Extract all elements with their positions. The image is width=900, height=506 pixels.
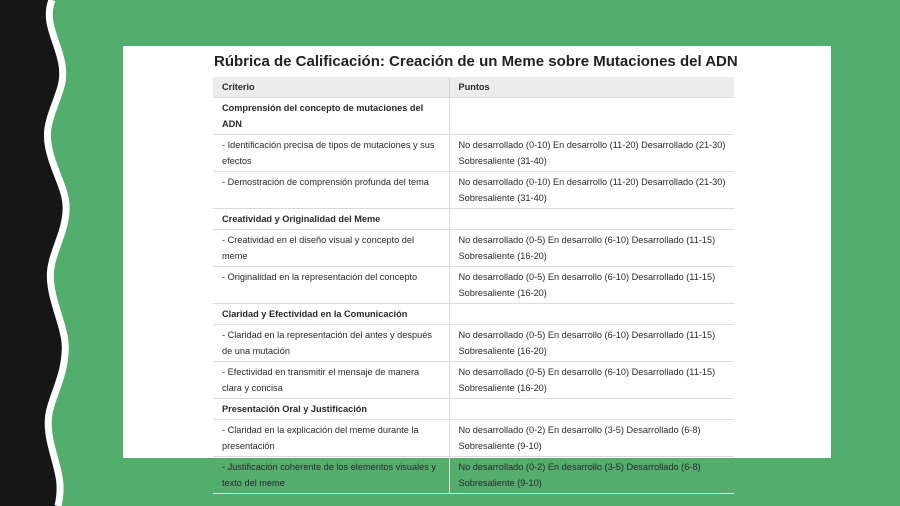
table-row (213, 98, 734, 135)
puntos-cell (449, 98, 734, 135)
criterio-cell: Creatividad y Originalidad del Meme (213, 209, 449, 230)
criterio-cell: - Demostración de comprensión profunda del tema (213, 172, 449, 209)
table-row (213, 230, 734, 267)
rubric-document (123, 46, 831, 488)
puntos-cell (449, 304, 734, 325)
dark-wavy-border (0, 0, 80, 506)
criterio-cell: Comprensión del concepto de mutaciones del ADN (213, 98, 449, 135)
table-row (213, 209, 734, 230)
document-title: Rúbrica de Calificación: Creación de un Meme sobre Mutaciones del ADN (214, 53, 738, 70)
criterio-cell: - Efectividad en transmitir el mensaje de manera clara y concisa (213, 362, 449, 399)
criterio-cell: - Claridad en la explicación del meme durante la presentación (213, 420, 449, 457)
puntos-cell (449, 209, 734, 230)
puntos-cell: No desarrollado (0-10) En desarrollo (11-20) Desarrollado (21-30) Sobresaliente (31-40) (449, 172, 734, 209)
criterio-cell: - Justificación coherente de los elementos visuales y texto del meme (213, 457, 449, 494)
table-row (213, 399, 734, 420)
table-row (213, 420, 734, 457)
puntos-cell: No desarrollado (0-10) En desarrollo (11-20) Desarrollado (21-30) Sobresaliente (31-40) (449, 135, 734, 172)
puntos-cell: No desarrollado (0-5) En desarrollo (6-10) Desarrollado (11-15) Sobresaliente (16-20) (449, 267, 734, 304)
table-row (213, 362, 734, 399)
criterio-cell: Presentación Oral y Justificación (213, 399, 449, 420)
header-puntos: Puntos (449, 77, 734, 98)
table-row (213, 267, 734, 304)
puntos-cell: No desarrollado (0-2) En desarrollo (3-5) Desarrollado (6-8) Sobresaliente (9-10) (449, 420, 734, 457)
table-header-row (213, 77, 734, 98)
criterio-cell: Claridad y Efectividad en la Comunicación (213, 304, 449, 325)
table-row (213, 325, 734, 362)
table-row (213, 304, 734, 325)
puntos-cell (449, 399, 734, 420)
criterio-cell: - Claridad en la representación del antes y después de una mutación (213, 325, 449, 362)
criterio-cell: - Creatividad en el diseño visual y concepto del meme (213, 230, 449, 267)
criterio-cell: - Identificación precisa de tipos de mutaciones y sus efectos (213, 135, 449, 172)
puntos-cell: No desarrollado (0-5) En desarrollo (6-10) Desarrollado (11-15) Sobresaliente (16-20) (449, 362, 734, 399)
puntos-cell: No desarrollado (0-5) En desarrollo (6-10) Desarrollado (11-15) Sobresaliente (16-20) (449, 230, 734, 267)
table-row (213, 135, 734, 172)
header-criterio: Criterio (213, 77, 449, 98)
wavy-edge-graphic (0, 0, 80, 506)
rubric-table (213, 77, 734, 494)
table-row (213, 457, 734, 494)
puntos-cell: No desarrollado (0-2) En desarrollo (3-5) Desarrollado (6-8) Sobresaliente (9-10) (449, 457, 734, 494)
criterio-cell: - Originalidad en la representación del concepto (213, 267, 449, 304)
table-row (213, 172, 734, 209)
puntos-cell: No desarrollado (0-5) En desarrollo (6-10) Desarrollado (11-15) Sobresaliente (16-20) (449, 325, 734, 362)
